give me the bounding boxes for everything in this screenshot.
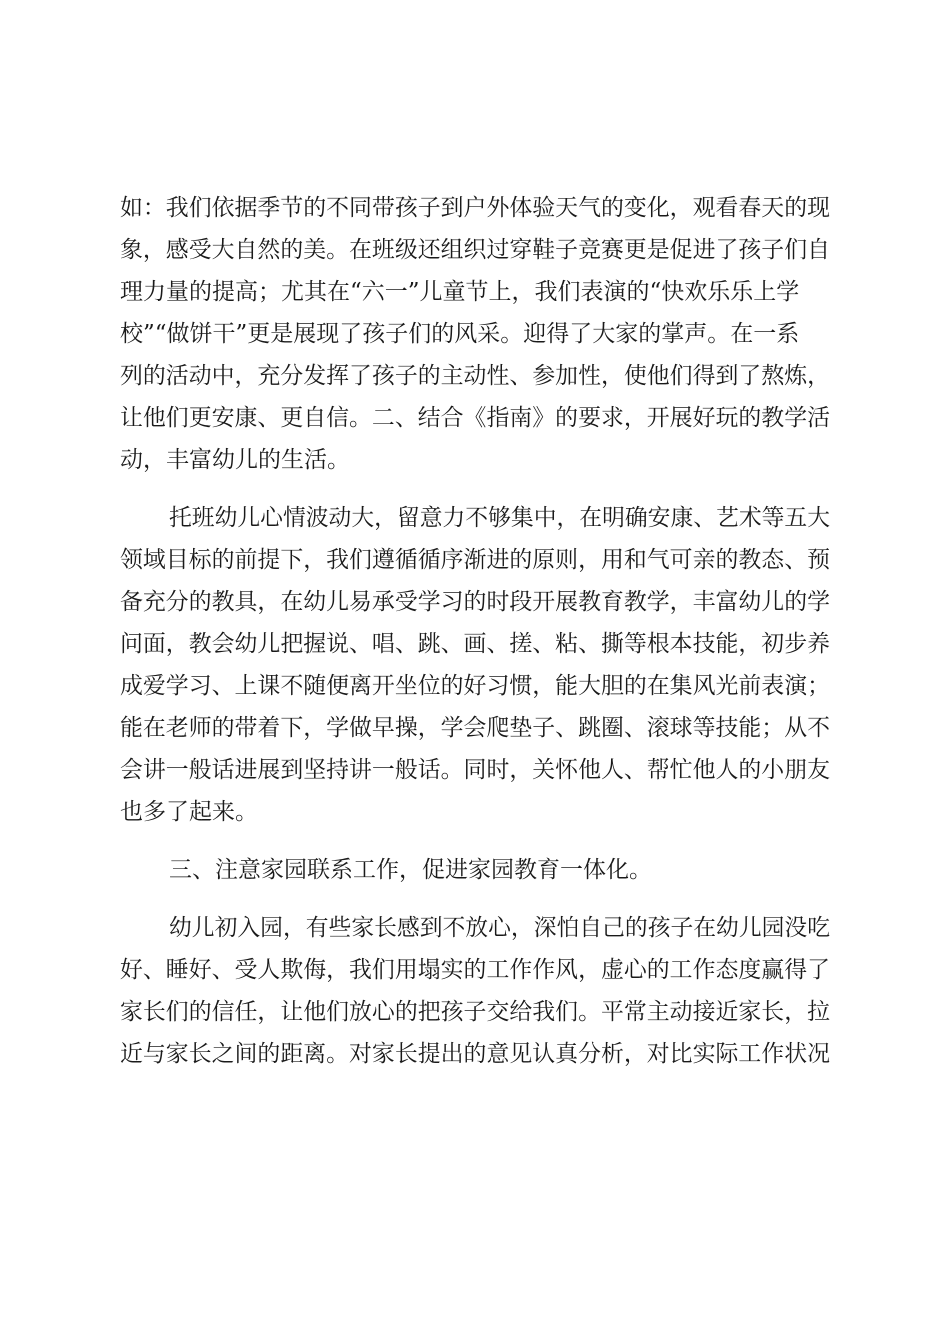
text-line: 成爱学习、上课不随便离开坐位的好习惯，能大胆的在集风光前表演； <box>120 673 831 699</box>
text-line: 会讲一般话进展到坚持讲一般话。同时，关怀他人、帮忙他人的小朋友 <box>120 757 831 783</box>
text-line: 列的活动中，充分发挥了孩子的主动性、参加性，使他们得到了熬炼， <box>120 363 831 389</box>
text-line: 能在老师的带着下，学做早操，学会爬垫子、跳圈、滚球等技能；从不 <box>120 715 831 741</box>
text-line: 校”“做饼干”更是展现了孩子们的风采。迎得了大家的掌声。在一系 <box>120 321 800 347</box>
text-line: 备充分的教具，在幼儿易承受学习的时段开展教育教学，丰富幼儿的学 <box>120 589 831 615</box>
text-line: 也多了起来。 <box>120 799 258 825</box>
text-line: 好、睡好、受人欺侮，我们用塌实的工作作风，虚心的工作态度赢得了 <box>120 957 831 983</box>
section-heading: 三、注意家园联系工作，促进家园教育一体化。 <box>169 857 652 883</box>
text-line: 动，丰富幼儿的生活。 <box>120 447 350 473</box>
text-line: 家长们的信任，让他们放心的把孩子交给我们。平常主动接近家长，拉 <box>120 999 831 1025</box>
text-line: 幼儿初入园，有些家长感到不放心，深怕自己的孩子在幼儿园没吃 <box>169 915 830 941</box>
text-line: 问面，教会幼儿把握说、唱、跳、画、搓、粘、撕等根本技能，初步养 <box>120 631 831 657</box>
text-line: 托班幼儿心情波动大，留意力不够集中，在明确安康、艺术等五大 <box>169 505 830 531</box>
text-line: 领域目标的前提下，我们遵循循序渐进的原则，用和气可亲的教态、预 <box>120 547 831 573</box>
text-line: 近与家长之间的距离。对家长提出的意见认真分析，对比实际工作状况 <box>120 1041 831 1067</box>
text-line: 理力量的提高；尤其在“六一”儿童节上，我们表演的“快欢乐乐上学 <box>120 279 800 305</box>
text-line: 如：我们依据季节的不同带孩子到户外体验天气的变化，观看春天的现 <box>120 195 831 221</box>
text-line: 让他们更安康、更自信。二、结合《指南》的要求，开展好玩的教学活 <box>120 405 831 431</box>
text-line: 象，感受大自然的美。在班级还组织过穿鞋子竞赛更是促进了孩子们自 <box>120 237 831 263</box>
